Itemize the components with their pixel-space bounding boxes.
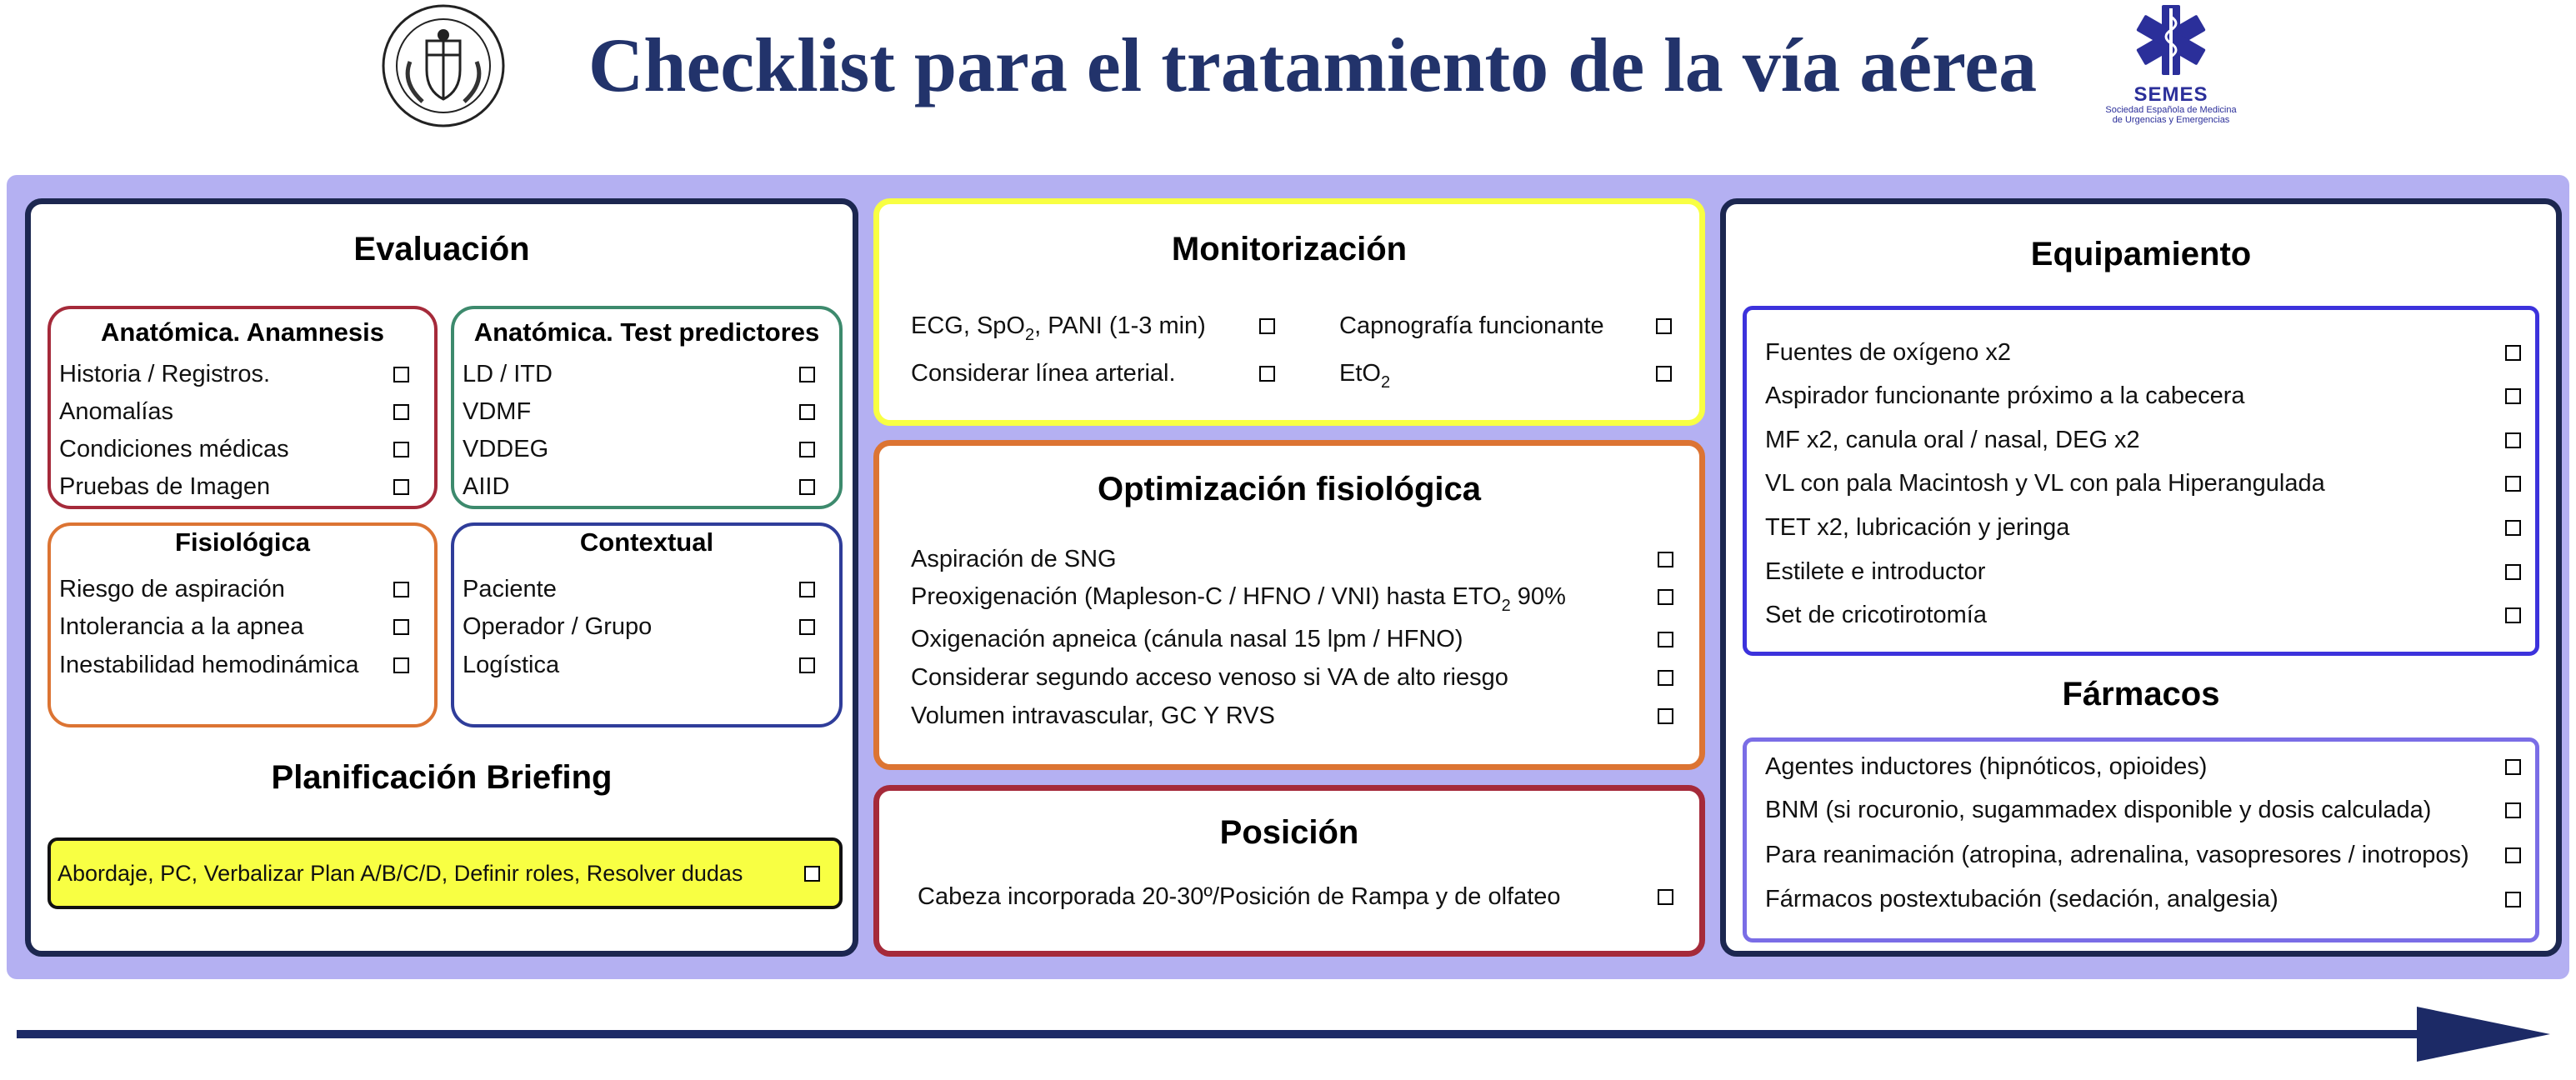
checkbox[interactable] (799, 479, 815, 495)
checkbox[interactable] (1658, 632, 1673, 648)
item-label: Aspirador funcionante próximo a la cabecera (1765, 382, 2245, 409)
item-label: Capnografía funcionante (1339, 312, 1604, 339)
anamnesis-box (48, 306, 438, 509)
checkbox[interactable] (799, 619, 815, 635)
checkbox[interactable] (1658, 889, 1673, 905)
test-predictores-box (451, 306, 843, 509)
item-label: Fármacos postextubación (sedación, analgesia) (1765, 886, 2278, 912)
checkbox[interactable] (393, 442, 409, 458)
evaluacion-title: Evaluación (353, 231, 530, 268)
list-item (59, 572, 426, 606)
checkbox[interactable] (799, 404, 815, 420)
optimizacion-panel (873, 440, 1705, 770)
equipamiento-farmacos-panel (1720, 198, 2562, 957)
list-item (59, 358, 426, 391)
list-item (1765, 750, 2532, 783)
list-item (463, 572, 829, 606)
item-label: Riesgo de aspiración (59, 576, 285, 602)
list-item (59, 470, 426, 503)
item-label: Considerar segundo acceso venoso si VA de alto riesgo (911, 664, 1508, 691)
list-item (1339, 309, 1681, 342)
farmacos-box (1743, 738, 2539, 942)
checkbox[interactable] (2505, 520, 2521, 536)
contextual-title: Contextual (579, 528, 714, 557)
checkbox[interactable] (804, 866, 820, 882)
item-label: Para reanimación (atropina, adrenalina, vasopresores / inotropos) (1765, 842, 2469, 868)
checkbox[interactable] (2505, 432, 2521, 448)
item-label: Estilete e introductor (1765, 558, 1986, 585)
list-item (1765, 882, 2532, 916)
checkbox[interactable] (1656, 366, 1672, 382)
checkbox[interactable] (2505, 892, 2521, 908)
item-label: Volumen intravascular, GC Y RVS (911, 702, 1275, 729)
list-item (1765, 793, 2532, 827)
checkbox[interactable] (393, 404, 409, 420)
item-label: VDDEG (463, 436, 549, 462)
list-item (463, 610, 829, 643)
item-label: Fuentes de oxígeno x2 (1765, 339, 2012, 366)
checkbox[interactable] (1658, 708, 1673, 724)
list-item (1765, 423, 2532, 457)
checkbox[interactable] (1658, 552, 1673, 568)
item-label: Inestabilidad hemodinámica (59, 652, 359, 678)
optimizacion-title: Optimización fisiológica (1097, 471, 1482, 508)
checkbox[interactable] (2505, 564, 2521, 580)
checkbox[interactable] (2505, 345, 2521, 361)
list-item (1765, 838, 2532, 872)
fisiologica-title: Fisiológica (175, 528, 310, 557)
checkbox[interactable] (393, 367, 409, 382)
item-label: EtO$_2$ (1339, 360, 1391, 392)
sedar-seal-logo (377, 3, 510, 128)
progress-arrow-icon (17, 1000, 2567, 1067)
checkbox[interactable] (2505, 802, 2521, 818)
contextual-box (451, 522, 843, 728)
item-label: Preoxigenación (Mapleson-C / HFNO / VNI) hasta $ETO_2$ 90% (911, 583, 1566, 615)
checkbox[interactable] (2505, 759, 2521, 775)
item-label: Operador / Grupo (463, 613, 653, 640)
planificacion-title: Planificación Briefing (271, 759, 613, 796)
item-label: Oxigenación apneica (cánula nasal 15 lpm / HFNO) (911, 626, 1463, 652)
item-label: AIID (463, 473, 510, 500)
item-label: Agentes inductores (hipnóticos, opioides) (1765, 753, 2208, 780)
posicion-panel (873, 785, 1705, 957)
item-label: Anomalías (59, 398, 174, 425)
checkbox[interactable] (2505, 608, 2521, 623)
checkbox[interactable] (1658, 589, 1673, 605)
posicion-title: Posición (1219, 814, 1359, 851)
item-label: LD / ITD (463, 361, 553, 388)
anamnesis-title: Anatómica. Anamnesis (101, 318, 384, 347)
checkbox[interactable] (393, 658, 409, 673)
item-label: VDMF (463, 398, 532, 425)
semes-logo-subtitle: Sociedad Española de Medicina de Urgencias y Emergencias (2105, 105, 2237, 125)
item-label: Condiciones médicas (59, 436, 289, 462)
list-item (911, 661, 1678, 694)
list-item (918, 880, 1678, 913)
checkbox[interactable] (2505, 388, 2521, 404)
checkbox[interactable] (2505, 476, 2521, 492)
checkbox[interactable] (393, 479, 409, 495)
list-item (58, 857, 833, 890)
item-label: Pruebas de Imagen (59, 473, 271, 500)
list-item (59, 395, 426, 428)
list-item (463, 358, 829, 391)
list-item (59, 648, 426, 682)
list-item (1765, 598, 2532, 632)
item-label: Set de cricotirotomía (1765, 602, 1987, 628)
list-item (463, 648, 829, 682)
list-item (59, 432, 426, 466)
checkbox[interactable] (1658, 670, 1673, 686)
item-label: Historia / Registros. (59, 361, 271, 388)
item-label: Logística (463, 652, 560, 678)
item-label: VL con pala Macintosh y VL con pala Hiperangulada (1765, 470, 2325, 497)
checkbox[interactable] (393, 582, 409, 598)
item-label: Paciente (463, 576, 557, 602)
item-label: Considerar línea arterial. (911, 360, 1176, 387)
list-item (59, 610, 426, 643)
list-item (911, 622, 1678, 656)
monitorizacion-panel (873, 198, 1705, 426)
checkbox[interactable] (1259, 318, 1275, 334)
list-item (463, 395, 829, 428)
fisiologica-box (48, 522, 438, 728)
checkbox[interactable] (1656, 318, 1672, 334)
list-item (911, 580, 1678, 613)
checkbox[interactable] (2505, 848, 2521, 863)
list-item (1765, 336, 2532, 369)
checkbox[interactable] (799, 658, 815, 673)
checkbox[interactable] (799, 582, 815, 598)
list-item (1765, 511, 2532, 544)
list-item (911, 699, 1678, 732)
evaluacion-panel (25, 198, 858, 957)
semes-logo-name: SEMES (2133, 83, 2208, 106)
checkbox[interactable] (799, 442, 815, 458)
item-label: ECG, SpO$_2$, PANI (1-3 min) (911, 312, 1206, 344)
list-item (463, 432, 829, 466)
list-item (1765, 555, 2532, 588)
item-label: Abordaje, PC, Verbalizar Plan A/B/C/D, Definir roles, Resolver dudas (58, 861, 743, 886)
item-label: TET x2, lubricación y jeringa (1765, 514, 2070, 541)
farmacos-title: Fármacos (2062, 676, 2220, 712)
list-item (1765, 379, 2532, 412)
list-item (911, 542, 1678, 576)
item-label: Aspiración de SNG (911, 546, 1117, 572)
checkbox[interactable] (1259, 366, 1275, 382)
item-label: MF x2, canula oral / nasal, DEG x2 (1765, 427, 2140, 453)
list-item (1765, 467, 2532, 500)
equipamiento-box (1743, 306, 2539, 656)
equipamiento-title: Equipamiento (2030, 236, 2252, 272)
item-label: Cabeza incorporada 20-30º/Posición de Rampa y de olfateo (918, 883, 1561, 910)
monitorizacion-title: Monitorización (1171, 231, 1408, 268)
page-title: Checklist para el tratamiento de la vía aérea (588, 22, 2038, 108)
checkbox[interactable] (799, 367, 815, 382)
checkbox[interactable] (393, 619, 409, 635)
planificacion-box (48, 838, 843, 909)
list-item (463, 470, 829, 503)
list-item (1339, 357, 1681, 390)
test-predictores-title: Anatómica. Test predictores (473, 318, 820, 347)
item-label: BNM (si rocuronio, sugammadex disponible y dosis calculada) (1765, 797, 2432, 823)
item-label: Intolerancia a la apnea (59, 613, 304, 640)
